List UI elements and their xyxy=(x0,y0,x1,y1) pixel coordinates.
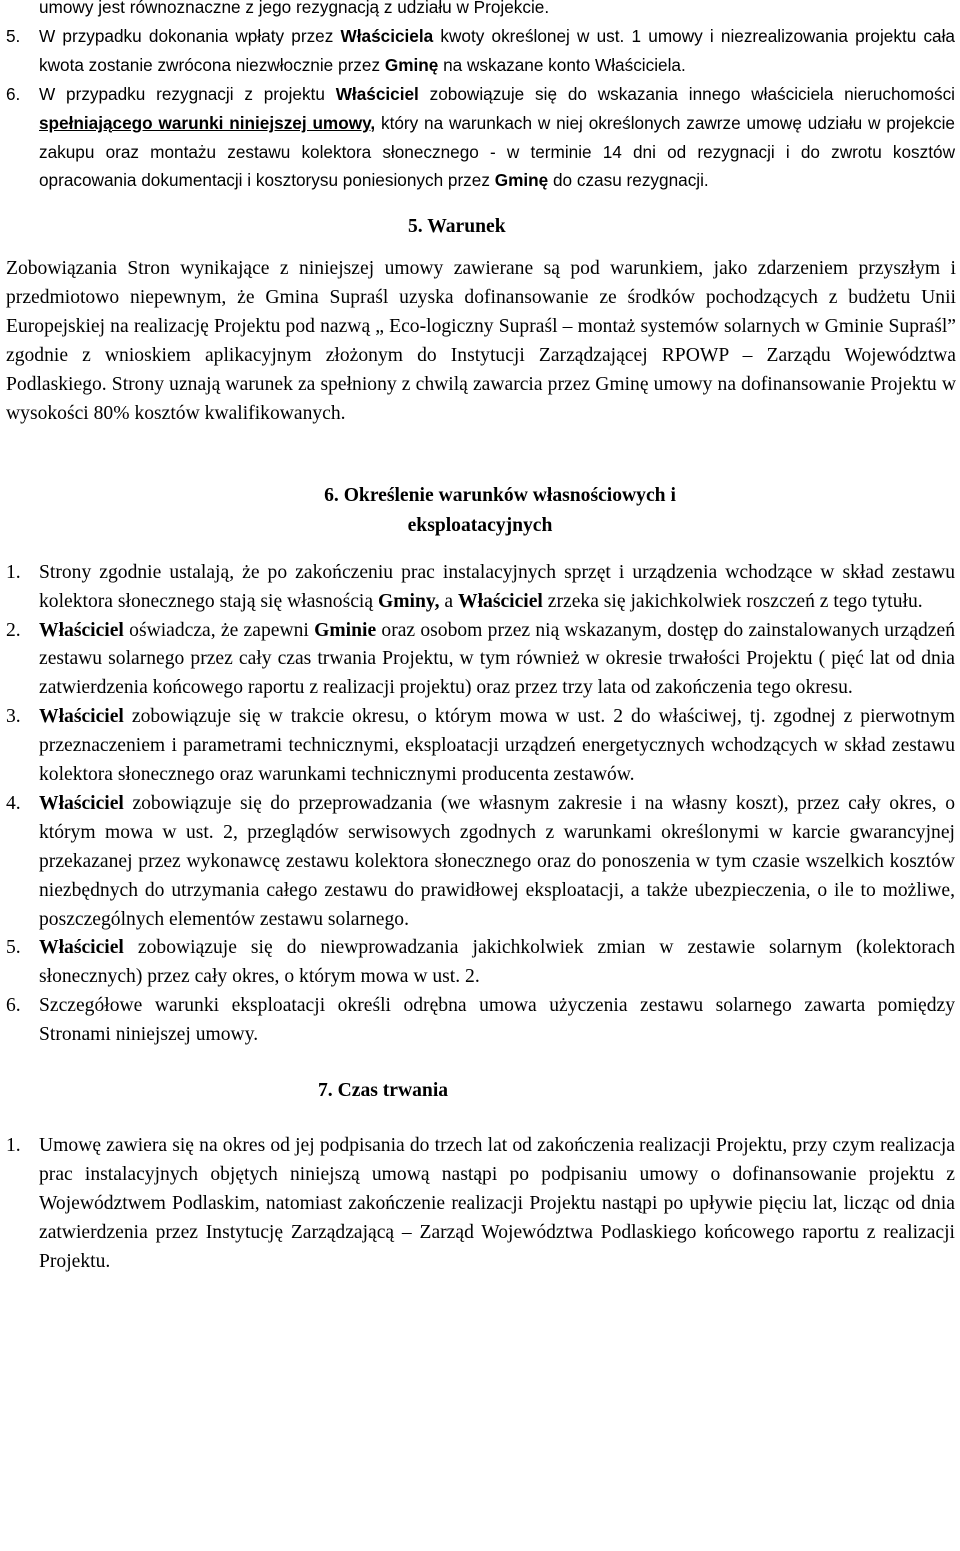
heading-line-1: 6. Określenie warunków własnościowych i xyxy=(324,484,676,506)
item-text: oraz osobom przez nią wskazanym, dostęp do zainstalowanych urządzeń zestawu solarnego przez cały czas trwania Projektu, w tym również w okresie trwałości Projektu ( pięć lat od dnia zatwierdzenia końcowego raportu z realizacji projektu) oraz przez trzy lata od zakończenia tego okresu. xyxy=(39,619,955,699)
list-item-s6-1 xyxy=(0,559,955,617)
item-text: W przypadku dokonania wpłaty przez xyxy=(39,25,341,46)
section-5-paragraph xyxy=(0,255,956,428)
item-text: który na warunkach w niej określonych zawrze umowę udziału w projekcie zakupu oraz montażu zestawu kolektora słonecznego - w terminie 14 dni od rezygnacji i do zwrotu kosztów opracowania dokumentacji i kosztorysu poniesionych przez xyxy=(39,112,955,191)
item-number: 3. xyxy=(6,706,21,728)
item-text: zobowiązuje się do przeprowadzania (we własnym zakresie i na własny koszt), przez cały okres, o którym mowa w ust. 2, przeglądów serwisowych zgodnych z warunkami określonymi w karcie gwarancyjnej przekazanej przez wykonawcę zestawu kolektora słonecznego oraz do ponoszenia w tym czasie wszelkich kosztów niezbędnych do utrzymania całego zestawu do prawidłowej eksploatacji, a także ubezpieczenia, o ile to możliwe, poszczególnych elementów zestawu solarnego. xyxy=(39,792,955,930)
list-item-s6-5 xyxy=(0,934,955,992)
item-text: Strony zgodnie ustalają, że po zakończeniu prac instalacyjnych sprzęt i urządzenia wchodzące w skład zestawu kolektora słonecznego stają się własnością xyxy=(39,561,955,612)
item-text: Szczegółowe warunki eksploatacji określi odrębna umowa użyczenia zestawu solarnego zawarta pomiędzy Stronami niniejszej umowy. xyxy=(39,995,955,1046)
bold-owner: Właściciela xyxy=(340,25,434,46)
item-text: zobowiązuje się do niewprowadzania jakichkolwiek zmian w zestawie solarnym (kolektorach słonecznych) przez cały okres, o którym mowa w ust. 2. xyxy=(39,937,955,988)
bold-commune: Gminy, xyxy=(377,590,440,612)
bold-owner: Właściciel xyxy=(335,83,419,104)
item-number: 6. xyxy=(6,995,21,1017)
item-text: zobowiązuje się w trakcie okresu, o którym mowa w ust. 2 do właściwej, tj. zgodnej z pierwotnym przeznaczeniem i parametrami technicznymi, eksploatacji urządzeń energetycznych wchodzących w skład zestawu kolektora słonecznego oraz warunkami technicznymi producenta zestawów. xyxy=(39,706,955,786)
item-text: zrzeka się jakichkolwiek roszczeń z tego tytułu. xyxy=(542,590,923,612)
paragraph-text: Zobowiązania Stron wynikające z niniejszej umowy zawierane są pod warunkiem, jako zdarzeniem przyszłym i przedmiotowo niepewnym, że Gmina Supraśl uzyska dofinansowanie ze środków pochodzących z budżetu Unii Europejskiej na realizację Projektu pod nazwą „ Eco-logiczny Supraśl – montaż systemów solarnych w Gminie Supraśl” zgodnie z wnioskiem aplikacyjnym złożonym do Instytucji Zarządzającej RPOWP – Zarządu Województwa Podlaskiego. Strony uznają warunek za spełniony z chwilą zawarcia przez Gminę umowy na dofinansowanie Projektu w wysokości 80% kosztów kwalifikowanych. xyxy=(6,258,956,424)
list-item-s6-3 xyxy=(0,703,955,790)
bold-owner: Właściciel xyxy=(458,590,543,612)
continuation-line xyxy=(0,0,955,22)
item-text: W przypadku rezygnacji z projektu xyxy=(39,83,336,104)
item-text: kwoty określonej w ust. 1 umowy i niezrealizowania projektu cała kwota zostanie zwrócona niezwłocznie przez xyxy=(39,25,955,75)
section-heading-6 xyxy=(0,481,960,541)
bold-commune: Gminę xyxy=(494,170,549,191)
list-item-s6-6 xyxy=(0,992,955,1050)
bold-underlined-conditions: spełniającego warunki niniejszej umowy, xyxy=(39,112,376,133)
item-text: a xyxy=(439,590,458,612)
bold-commune: Gminie xyxy=(314,619,377,641)
bold-commune: Gminę xyxy=(384,54,439,75)
list-item-s7-1 xyxy=(0,1132,955,1277)
item-number: 6. xyxy=(6,83,21,104)
item-number: 5. xyxy=(6,937,21,959)
bold-owner: Właściciel xyxy=(39,937,124,959)
list-item-top-5 xyxy=(0,22,955,80)
bold-owner: Właściciel xyxy=(39,792,124,814)
item-text: do czasu rezygnacji. xyxy=(548,170,709,191)
item-number: 2. xyxy=(6,619,21,641)
bold-owner: Właściciel xyxy=(39,706,124,728)
list-item-s6-2 xyxy=(0,617,955,704)
item-number: 1. xyxy=(6,1135,21,1156)
bold-owner: Właściciel xyxy=(39,619,124,641)
item-text: Umowę zawiera się na okres od jej podpisania do trzech lat od zakończenia realizacji Projektu, przy czym realizacja prac instalacyjnych objętych niniejszą umową nastąpi po podpisaniu umowy o dofinansowanie projektu z Województwem Podlaskim, natomiast zakończenie realizacji Projektu nastąpi po upływie pięciu lat, licząc od dnia zatwierdzenia przez Instytucję Zarządzającą – Zarząd Województwa Podlaskiego końcowego raportu z realizacji Projektu. xyxy=(39,1135,955,1272)
item-number: 1. xyxy=(6,561,21,583)
list-item-s6-4 xyxy=(0,790,955,935)
item-number: 5. xyxy=(6,25,21,46)
list-item-top-6 xyxy=(0,80,955,196)
item-text: na wskazane konto Właściciela. xyxy=(438,54,686,75)
item-text: oświadcza, że zapewni xyxy=(123,619,315,641)
section-heading-5: 5. Warunek xyxy=(408,216,506,238)
item-text: zobowiązuje się do wskazania innego właściciela nieruchomości xyxy=(418,83,955,104)
continuation-text: umowy jest równoznaczne z jego rezygnacją z udziału w Projekcie. xyxy=(39,0,550,17)
heading-line-2: eksploatacyjnych xyxy=(407,514,553,536)
section-heading-7: 7. Czas trwania xyxy=(318,1080,449,1102)
item-number: 4. xyxy=(6,792,21,814)
